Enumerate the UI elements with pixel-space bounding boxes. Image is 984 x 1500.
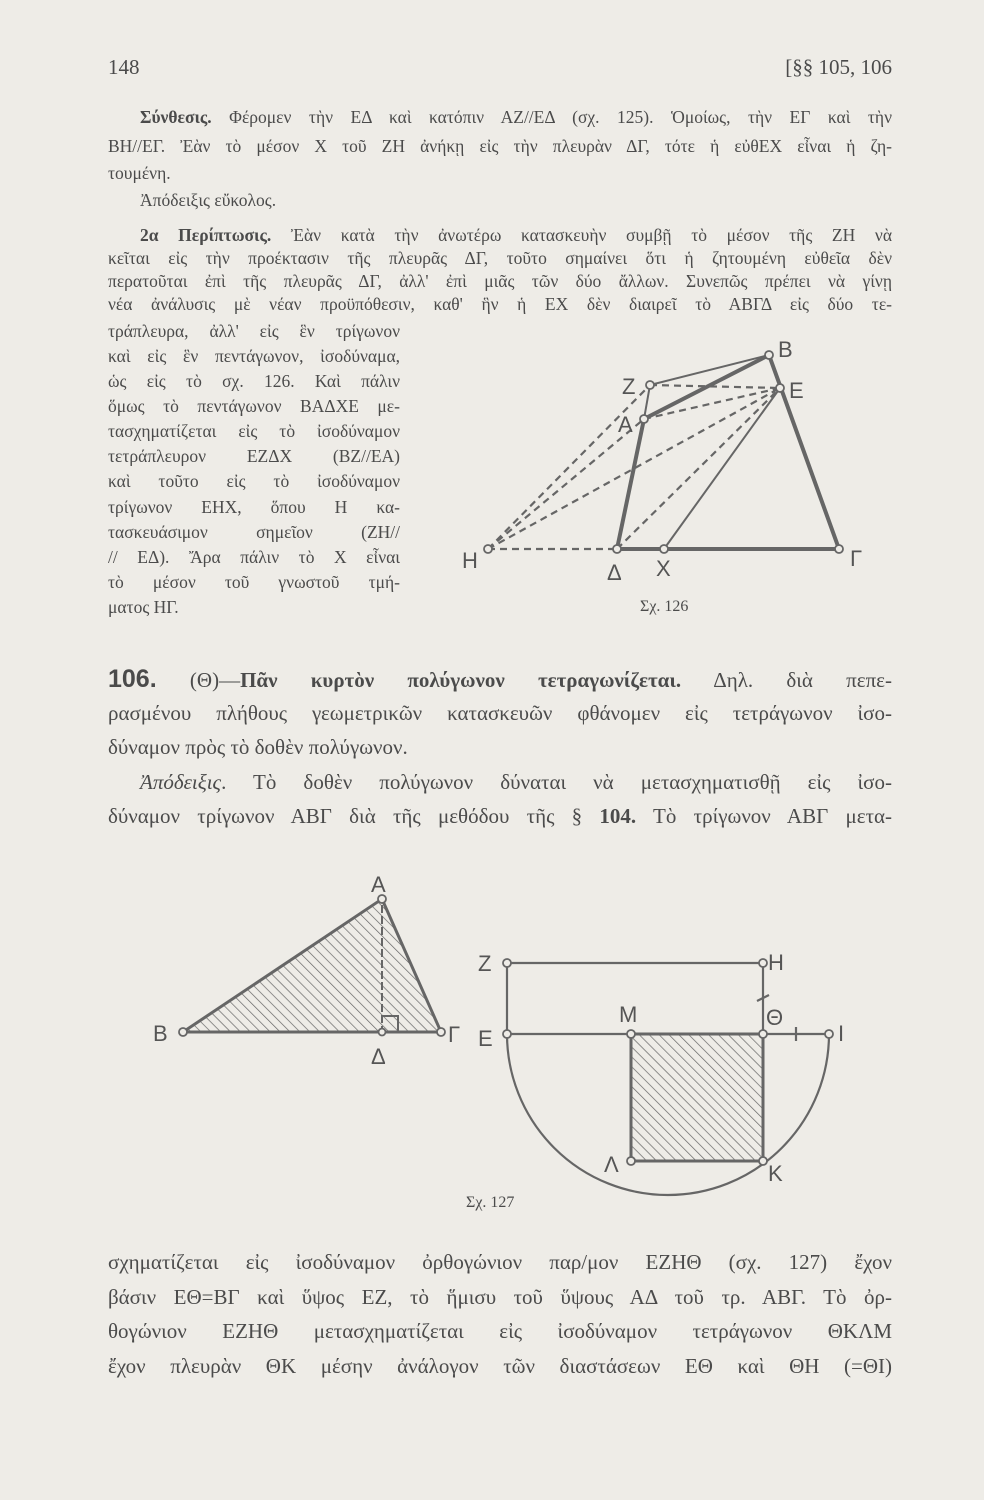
triangle-ABG [179, 895, 445, 1036]
text-line: // ΕΔ). Ἄρα πάλιν τὸ Χ εἶναι [108, 547, 400, 567]
text-line: νέα ἀνάλυσις μὲ νέαν προϋπόθεσιν, καθ' ἣν ἡ ΕΧ δὲν διαιρεῖ τὸ ΑΒΓΔ εἰς δύο τε- [108, 294, 892, 314]
page-number: 148 [108, 55, 140, 79]
label-K: Κ [768, 1161, 783, 1186]
label-Z: Ζ [478, 951, 492, 976]
text-line: καὶ εἰς ἓν πεντάγωνον, ἰσοδύναμα, [108, 346, 400, 366]
label-H: Η [768, 950, 784, 975]
label-Z: Ζ [622, 374, 636, 399]
label-A: Α [371, 872, 386, 897]
text-line: περατοῦται ἐπὶ τῆς πλευρᾶς ΔΓ, ἀλλ' ἐπὶ μιᾶς τῶν δύο ἄλλων. Συνεπῶς πρέπει νὰ γίνῃ [108, 271, 892, 291]
label-H: Η [462, 548, 478, 573]
text-line: ΒΗ//ΕΓ. Ἐὰν τὸ μέσον Χ τοῦ ΖΗ ἀνήκῃ εἰς τὴν πλευρὰν ΔΓ, τότε ἡ εὐθΕΧ εἶναι ἡ ζη- [108, 136, 892, 156]
figure-126-caption: Σχ. 126 [640, 598, 689, 615]
text-line: τασχηματίζεται εἰς τὸ ἰσοδύναμον [108, 421, 400, 441]
text-line: ὅμως τὸ πεντάγωνον ΒΑΔΧΕ με- [108, 396, 400, 416]
text-line: καὶ τοῦτο εἰς τὸ ἰσοδύναμον [108, 471, 400, 491]
label-Gamma: Γ [448, 1022, 461, 1047]
text-line: θογώνιον ΕΖΗΘ μετασχηματίζεται εἰς ἰσοδύναμον τετράγωνον ΘΚΛΜ [108, 1319, 892, 1343]
figure-127-caption: Σχ. 127 [466, 1194, 515, 1211]
label-I: Ι [838, 1021, 845, 1046]
label-Delta: Δ [371, 1044, 386, 1069]
label-X: Χ [656, 556, 671, 581]
label-M: Μ [619, 1002, 638, 1027]
heading-case-2: 2α Περίπτωσις. [140, 225, 272, 245]
label-A: Α [618, 412, 633, 437]
label-Theta: Θ [766, 1005, 784, 1030]
text: Τὸ τρίγωνον ΑΒΓ μετα- [636, 804, 892, 828]
text: . Τὸ δοθὲν πολύγωνον δύναται νὰ μετασχηματισθῇ εἰς ἰσο- [221, 770, 892, 794]
heading-synthesis: Σύνθεσις. [140, 107, 212, 127]
text-line: κεῖται εἰς τὴν προέκτασιν τῆς πλευρᾶς ΔΓ, τοῦτο σημαίνει ὅτι ἡ ζητουμένη εὐθεῖα δὲν [108, 248, 892, 268]
text-line: ἔχον πλευρὰν ΘΚ μέσην ἀνάλογον τῶν διαστάσεων ΕΘ καὶ ΘΗ (=ΘΙ) [108, 1354, 892, 1378]
text-line: ὡς εἰς τὸ σχ. 126. Καὶ πάλιν [108, 371, 400, 391]
text: δύναμον τρίγωνον ΑΒΓ διὰ τῆς μεθόδου τῆς § [108, 804, 600, 828]
text-line: ματος ΗΓ. [108, 597, 179, 617]
rectangle-and-square [503, 959, 833, 1195]
text: Ἐὰν κατὰ τὴν ἀνωτέρω κατασκευὴν συμβῇ τὸ μέσον τῆς ΖΗ νὰ [271, 225, 892, 245]
theorem-mark: (Θ)— [189, 668, 241, 692]
text-line: τράπλευρα, ἀλλ' εἰς ἓν τρίγωνον [108, 321, 400, 341]
text-line: ρασμένου πλήθους γεωμετρικῶν κατασκευῶν φθάνομεν εἰς τετράγωνον ἰσο- [108, 701, 892, 725]
section-number: 106. [108, 665, 157, 693]
text-line: δύναμον πρὸς τὸ δοθὲν πολύγωνον. [108, 735, 408, 759]
text-line: σχηματίζεται εἰς ἰσοδύναμον ὀρθογώνιον παρ/μον ΕΖΗΘ (σχ. 127) ἔχον [108, 1250, 892, 1274]
text-line: τὸ μέσον τοῦ γνωστοῦ τμή- [108, 572, 400, 592]
text-line: τουμένη. [108, 163, 171, 183]
text: Δηλ. διὰ πεπε- [681, 668, 892, 692]
label-B: Β [778, 337, 793, 362]
text-line: τρίγωνον ΕΗΧ, ὅπου Η κα- [108, 497, 400, 517]
label-Gamma: Γ [850, 546, 863, 571]
label-E: Ε [478, 1026, 493, 1051]
text-line: τασκευάσιμον σημεῖον (ΖΗ// [108, 522, 400, 542]
section-ref: 104. [599, 804, 637, 828]
label-Delta: Δ [607, 560, 622, 585]
text-line: Ἀπόδειξις εὔκολος. [140, 190, 277, 210]
label-E: Ε [789, 378, 804, 403]
text-line: τετράπλευρον ΕΖΔΧ (ΒΖ//ΕΑ) [108, 446, 400, 466]
proof-label: Ἀπόδειξις [140, 770, 222, 794]
text-line: βάσιν ΕΘ=ΒΓ καὶ ὕψος ΕΖ, τὸ ἥμισυ τοῦ ὕψους ΑΔ τοῦ τρ. ΑΒΓ. Τὸ ὀρ- [108, 1285, 892, 1309]
label-Lambda: Λ [604, 1152, 619, 1177]
section-reference: [§§ 105, 106 [785, 55, 892, 79]
text: Φέρομεν τὴν ΕΔ καὶ κατόπιν ΑΖ//ΕΔ (σχ. 125). Ὁμοίως, τὴν ΕΓ καὶ τὴν [211, 107, 892, 127]
label-B: Β [153, 1021, 168, 1046]
theorem-title: Πᾶν κυρτὸν πολύγωνον τετραγωνίζεται. [240, 668, 682, 692]
